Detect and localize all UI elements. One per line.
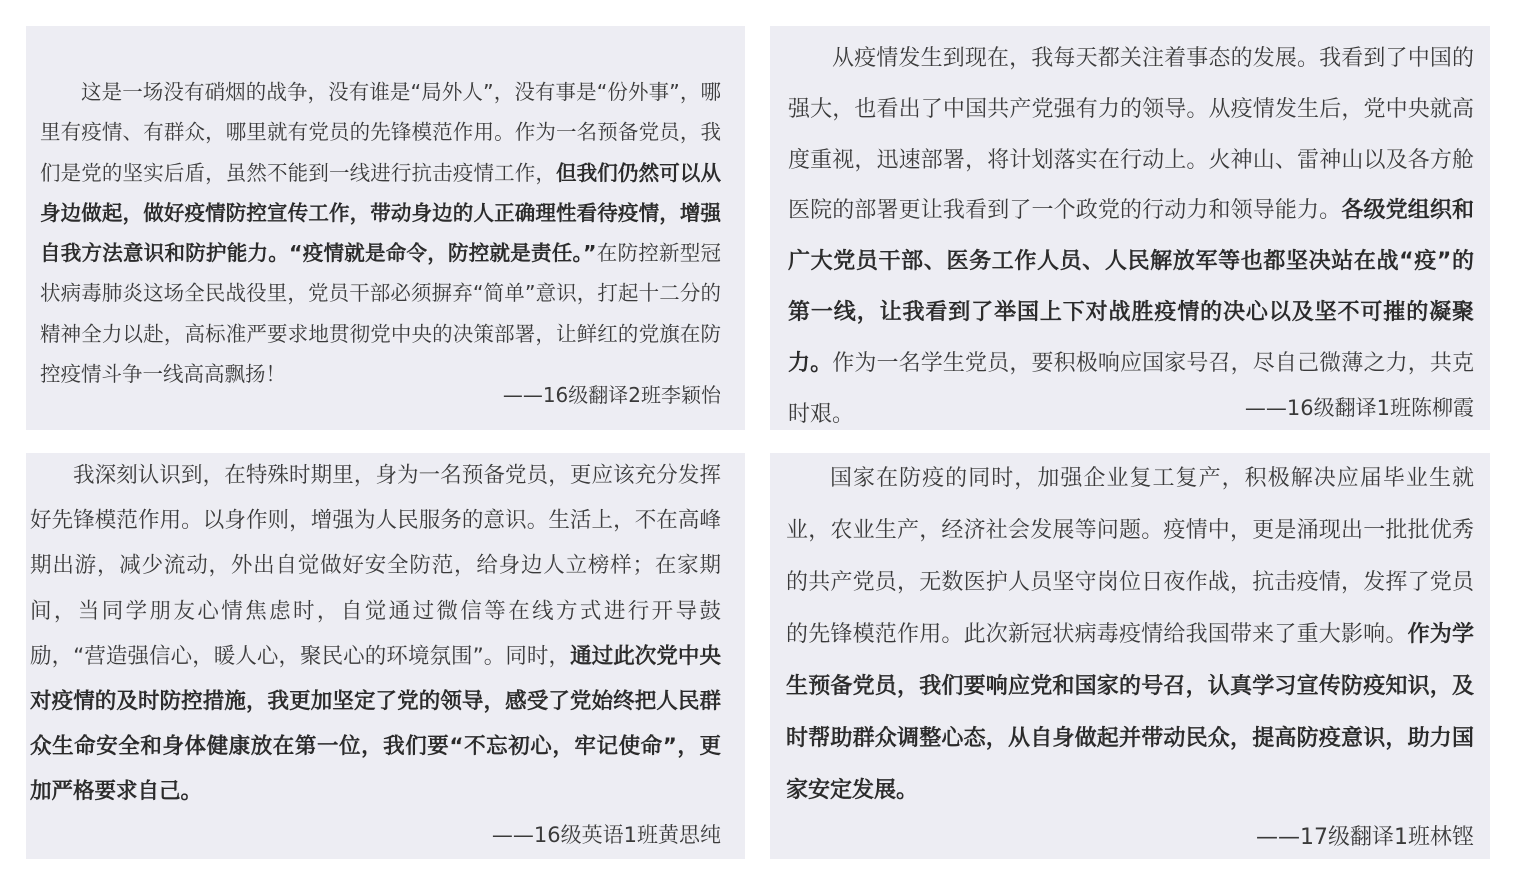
essay-paragraph	[40, 72, 721, 394]
essay-paragraph	[786, 453, 1474, 817]
author-signature: ——16级翻译1班陈柳霞	[1244, 396, 1474, 420]
author-signature: ——17级翻译1班林铿	[1256, 825, 1474, 850]
essay-text: 从疫情发生到现在，我每天都关注着事态的发展。我看到了中国的强大，也看出了中国共产党强有力的领导。从疫情发生后，党中央就高度重视，迅速部署，将计划落实在行动上。火神山、雷神山以及各方舱医院的部署更让我看到了一个政党的行动力和领导能力。	[788, 46, 1474, 224]
essay-paragraph	[30, 453, 721, 815]
essay-text: 我深刻认识到，在特殊时期里，身为一名预备党员，更应该充分发挥好先锋模范作用。以身作则，增强为人民服务的意识。生活上，不在高峰期出游，减少流动，外出自觉做好安全防范，给身边人立榜样；在家期间，当同学朋友心情焦虑时，自觉通过微信等在线方式进行开导鼓励，“营造强信心，暖人心，聚民心的环境氛围”。同时，	[30, 463, 721, 669]
essay-card-2	[770, 26, 1490, 430]
essay-bold-text: 各级党组织和广大党员干部、医务工作人员、人民解放军等也都坚决站在战“疫”的第一线，让我看到了举国上下对战胜疫情的决心以及坚不可摧的凝聚力。	[788, 198, 1474, 376]
essay-text: 国家在防疫的同时，加强企业复工复产，积极解决应届毕业生就业，农业生产，经济社会发展等问题。疫情中，更是涌现出一批批优秀的共产党员，无数医护人员坚守岗位日夜作战，抗击疫情，发挥了党员的先锋模范作用。此次新冠状病毒疫情给我国带来了重大影响。	[786, 466, 1474, 647]
essay-bold-text: 通过此次党中央对疫情的及时防控措施，我更加坚定了党的领导，感受了党始终把人民群众生命安全和身体健康放在第一位，我们要“不忘初心，牢记使命”，更加严格要求自己。	[30, 643, 721, 805]
essay-text: 这是一场没有硝烟的战争，没有谁是“局外人”，没有事是“份外事”，哪里有疫情、有群众，哪里就有党员的先锋模范作用。作为一名预备党员，我们是党的坚实后盾，虽然不能到一线进行抗击疫情工作，	[40, 80, 721, 185]
essay-bold-text: 作为学生预备党员，我们要响应党和国家的号召，认真学习宣传防疫知识，及时帮助群众调整心态，从自身做起并带动民众，提高防疫意识，助力国家安定发展。	[786, 622, 1474, 803]
author-signature: ——16级翻译2班李颖怡	[502, 383, 721, 407]
essay-bold-text: 但我们仍然可以从身边做起，做好疫情防控宣传工作，带动身边的人正确理性看待疫情，增强自我方法意识和防护能力。“疫情就是命令，防控就是责任。”	[40, 160, 721, 266]
essay-card-1	[26, 26, 745, 430]
essay-paragraph	[788, 34, 1474, 430]
essay-text: 作为一名学生党员，要积极响应国家号召，尽自己微薄之力，共克时艰。	[788, 350, 1474, 427]
author-signature: ——16级英语1班黄思纯	[491, 823, 721, 847]
essay-card-3	[26, 453, 745, 859]
essay-card-4	[770, 453, 1490, 859]
essay-text: 在防控新型冠状病毒肺炎这场全民战役里，党员干部必须摒弃“简单”意识，打起十二分的精神全力以赴，高标准严要求地贯彻党中央的决策部署，让鲜红的党旗在防控疫情斗争一线高高飘扬！	[40, 241, 721, 387]
